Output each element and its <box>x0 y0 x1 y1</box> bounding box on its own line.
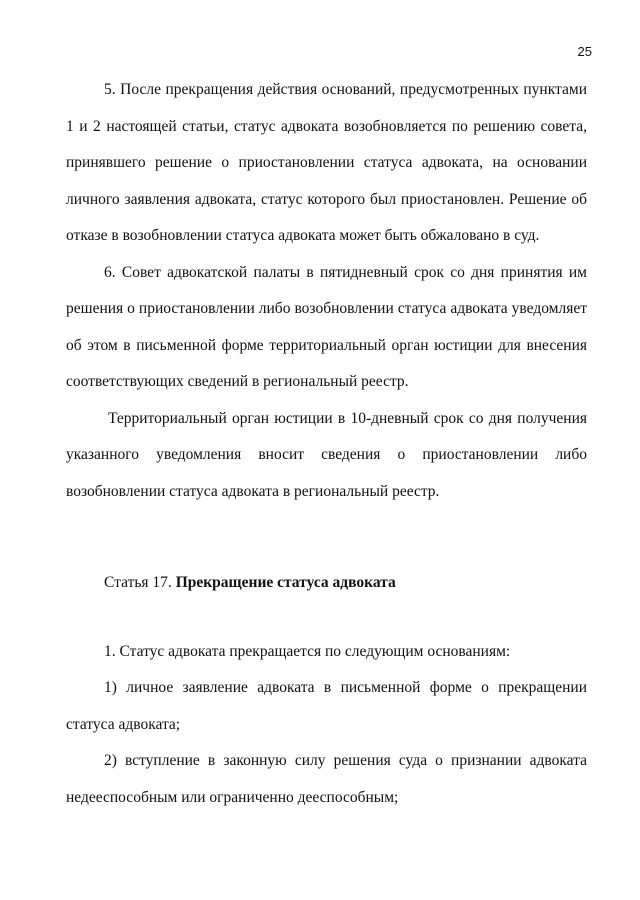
article-label: Статья 17. <box>104 574 176 591</box>
article-heading <box>66 565 587 602</box>
paragraph-17-1: 1. Статус адвоката прекращается по следующим основаниям: <box>104 642 511 660</box>
paragraph-17-1-item-2: 2) вступление в законную силу решения суда о признании адвоката недееспособным или ограниченно дееспособным; <box>66 752 587 806</box>
document-body-top <box>66 72 587 510</box>
article-title: Прекращение статуса адвоката <box>175 574 396 591</box>
paragraph-17-1-item-1: 1) личное заявление адвоката в письменной форме о прекращении статуса адвоката; <box>66 679 587 733</box>
paragraph-6: 6. Совет адвокатской палаты в пятидневный срок со дня принятия им решения о приостановлении либо возобновлении статуса адвоката уведомляет об этом в письменной форме территориальный орган юстиции для внесения соответствующих сведений в региональный реестр. <box>66 263 587 390</box>
page-number: 25 <box>577 44 592 59</box>
paragraph-territorial-organ: Территориальный орган юстиции в 10-дневный срок со дня получения указанного уведомления вносит сведения о приостановлении либо возобновлении статуса адвоката в региональный реестр. <box>66 409 587 500</box>
article-17-section <box>66 565 587 816</box>
heading-spacer <box>66 602 587 634</box>
paragraph-5: 5. После прекращения действия оснований, предусмотренных пунктами 1 и 2 настоящей статьи, статус адвоката возобновляется по решению совета, принявшего решение о приостановлении статуса адвоката, на основании личного заявления адвоката, статус которого был приостановлен. Решение об отказе в возобновлении статуса адвоката может быть обжаловано в суд. <box>66 81 587 244</box>
